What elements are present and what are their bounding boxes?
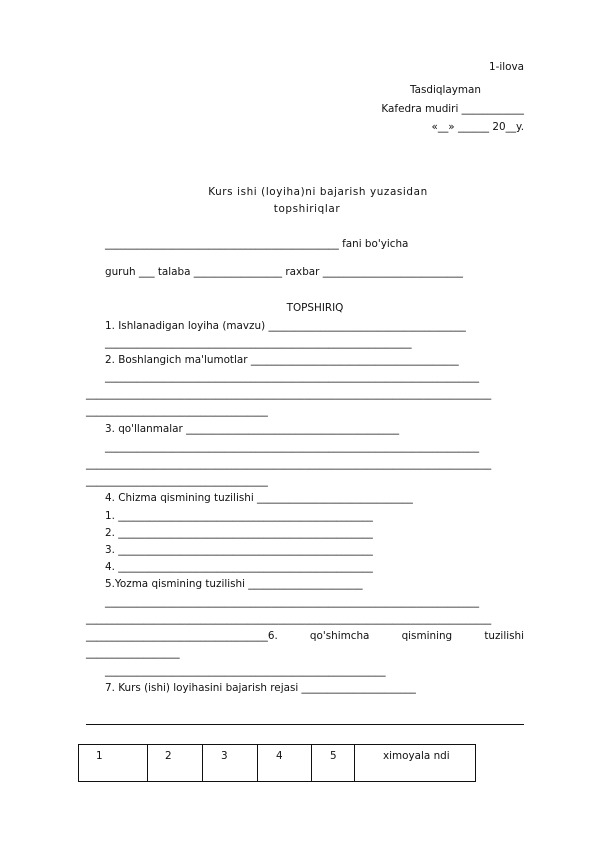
plan-table	[78, 744, 476, 782]
task-item-2-line: ________________________________________________________________________	[105, 371, 480, 383]
drawing-part-line: 2. _________________________________________________	[105, 527, 373, 539]
separator-line	[86, 724, 524, 725]
task-item-6-word: qismining	[401, 630, 453, 642]
task-item-6-line: ______________________________________________________	[105, 665, 386, 677]
task-item-5-line: ______________________________________________________________________________	[86, 613, 492, 625]
appendix-label: 1-ilova	[488, 61, 524, 73]
task-item-5-line: ________________________________________________________________________	[105, 596, 480, 608]
table-cell: 5	[312, 745, 355, 782]
drawing-part-line: 1. _________________________________________________	[105, 510, 373, 522]
drawing-part-line: 3. _________________________________________________	[105, 544, 373, 556]
table-cell: 1	[79, 745, 148, 782]
task-item-3-line: ______________________________________________________________________________	[86, 458, 492, 470]
table-row	[79, 745, 476, 782]
task-item-6	[86, 629, 524, 643]
task-item-3: 3. qo'llanmalar _________________________________________	[105, 423, 400, 435]
table-cell: 4	[258, 745, 312, 782]
task-item-6-word: tuzilishi	[484, 630, 524, 642]
task-item-6-line: __________________	[86, 647, 180, 659]
table-cell: 3	[203, 745, 258, 782]
task-item-3-line: ________________________________________________________________________	[105, 441, 480, 453]
document-title: Kurs ishi (loyiha)ni bajarish yuzasidan	[208, 186, 428, 198]
department-head-line: Kafedra mudiri ____________	[381, 103, 524, 115]
subject-line: _____________________________________________ fani bo'yicha	[105, 238, 409, 250]
table-cell: ximoyala ndi	[355, 745, 476, 782]
task-item-6-word: qo'shimcha	[309, 630, 370, 642]
task-item-3-line: ___________________________________	[86, 475, 268, 487]
task-item-7: 7. Kurs (ishi) loyihasini bajarish rejasi ______________________	[105, 682, 416, 694]
task-item-5: 5.Yozma qismining tuzilishi ______________________	[105, 578, 363, 590]
task-item-1-continuation: ___________________________________________________________	[105, 337, 412, 349]
document-subtitle: topshiriqlar	[273, 203, 341, 215]
task-item-2-line: ___________________________________	[86, 405, 268, 417]
task-item-2-line: ______________________________________________________________________________	[86, 388, 492, 400]
approval-label: Tasdiqlayman	[410, 84, 481, 96]
approval-date-line: «__» ______ 20__y.	[431, 121, 524, 133]
task-item-1: 1. Ishlanadigan loyiha (mavzu) ______________________________________	[105, 320, 466, 332]
drawing-part-line: 4. _________________________________________________	[105, 561, 373, 573]
group-student-supervisor-line: guruh ___ talaba _________________ raxbar ___________________________	[105, 266, 463, 278]
task-item-4: 4. Chizma qismining tuzilishi ______________________________	[105, 492, 413, 504]
task-heading: TOPSHIRIQ	[286, 302, 344, 314]
task-item-6-prefix: ___________________________________6.	[86, 630, 278, 642]
table-cell: 2	[148, 745, 203, 782]
task-item-2: 2. Boshlangich ma'lumotlar ________________________________________	[105, 354, 459, 366]
